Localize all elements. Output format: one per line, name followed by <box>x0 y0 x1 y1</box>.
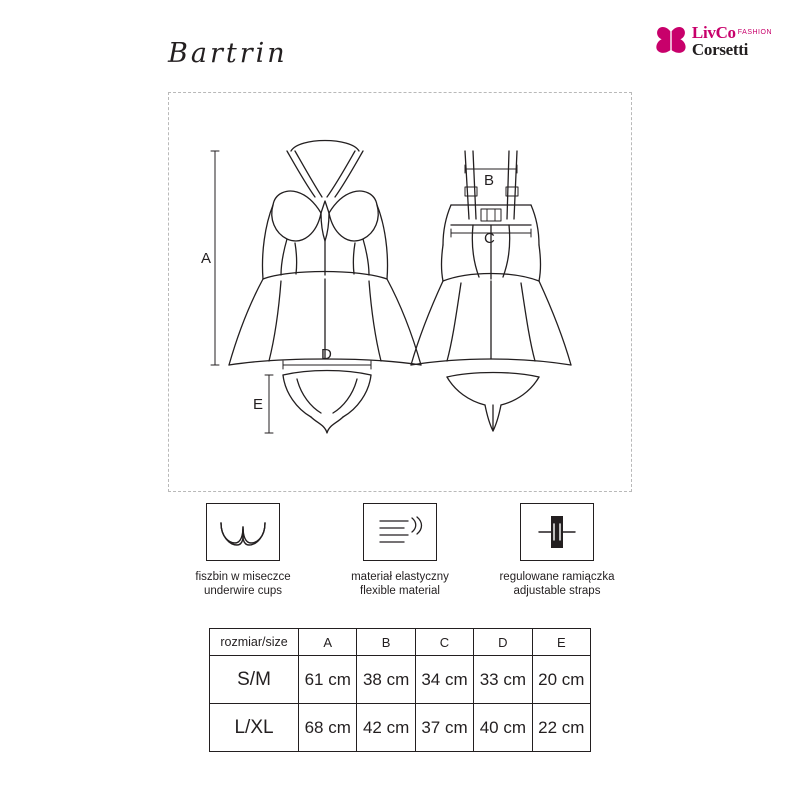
svg-text:B: B <box>484 172 495 189</box>
table-row <box>210 704 591 752</box>
table-cell-c: 37 cm <box>415 704 473 752</box>
feature-label-pl: regulowane ramiączka <box>499 571 615 583</box>
feature-icon-box <box>363 503 437 561</box>
table-cell-b: 38 cm <box>357 656 415 704</box>
feature-flexible-material <box>325 503 475 598</box>
underwire-cups-icon <box>217 515 269 549</box>
table-cell-size: S/M <box>210 656 299 704</box>
table-header-a: A <box>299 629 357 656</box>
garment-technical-drawing <box>169 93 631 491</box>
technical-drawing-frame <box>168 92 632 492</box>
svg-text:C: C <box>484 230 495 247</box>
table-header-d: D <box>474 629 532 656</box>
table-cell-size: L/XL <box>210 704 299 752</box>
feature-icon-box <box>206 503 280 561</box>
feature-label-en: underwire cups <box>204 585 282 597</box>
flexible-material-icon <box>374 514 426 550</box>
brand-name-sub: FASHION <box>737 29 772 36</box>
table-cell-e: 20 cm <box>532 656 590 704</box>
feature-adjustable-straps <box>482 503 632 598</box>
svg-text:D: D <box>321 346 332 363</box>
feature-label-pl: fiszbin w miseczce <box>195 571 291 583</box>
table-header-b: B <box>357 629 415 656</box>
feature-underwire-cups <box>168 503 318 598</box>
table-cell-b: 42 cm <box>357 704 415 752</box>
table-cell-a: 61 cm <box>299 656 357 704</box>
table-cell-a: 68 cm <box>299 704 357 752</box>
feature-list <box>168 503 632 598</box>
page-title: Bartrin <box>168 38 288 69</box>
feature-icon-box <box>520 503 594 561</box>
table-cell-c: 34 cm <box>415 656 473 704</box>
table-header-e: E <box>532 629 590 656</box>
table-cell-e: 22 cm <box>532 704 590 752</box>
table-header-row <box>210 629 591 656</box>
svg-text:A: A <box>201 250 212 267</box>
feature-label-en: flexible material <box>360 585 440 597</box>
feature-label-en: adjustable straps <box>513 585 601 597</box>
size-table <box>209 628 591 752</box>
table-cell-d: 33 cm <box>474 656 532 704</box>
feature-label-pl: materiał elastyczny <box>351 571 449 583</box>
brand-name-part2: Corsetti <box>691 40 749 59</box>
brand-logo <box>602 18 772 64</box>
table-row <box>210 656 591 704</box>
svg-text:E: E <box>253 396 264 413</box>
brand-name-part1: LivCo <box>691 23 736 42</box>
butterfly-icon <box>654 24 688 58</box>
table-header-c: C <box>415 629 473 656</box>
table-header-size: rozmiar/size <box>210 629 299 656</box>
adjustable-straps-icon <box>534 512 580 552</box>
table-cell-d: 40 cm <box>474 704 532 752</box>
